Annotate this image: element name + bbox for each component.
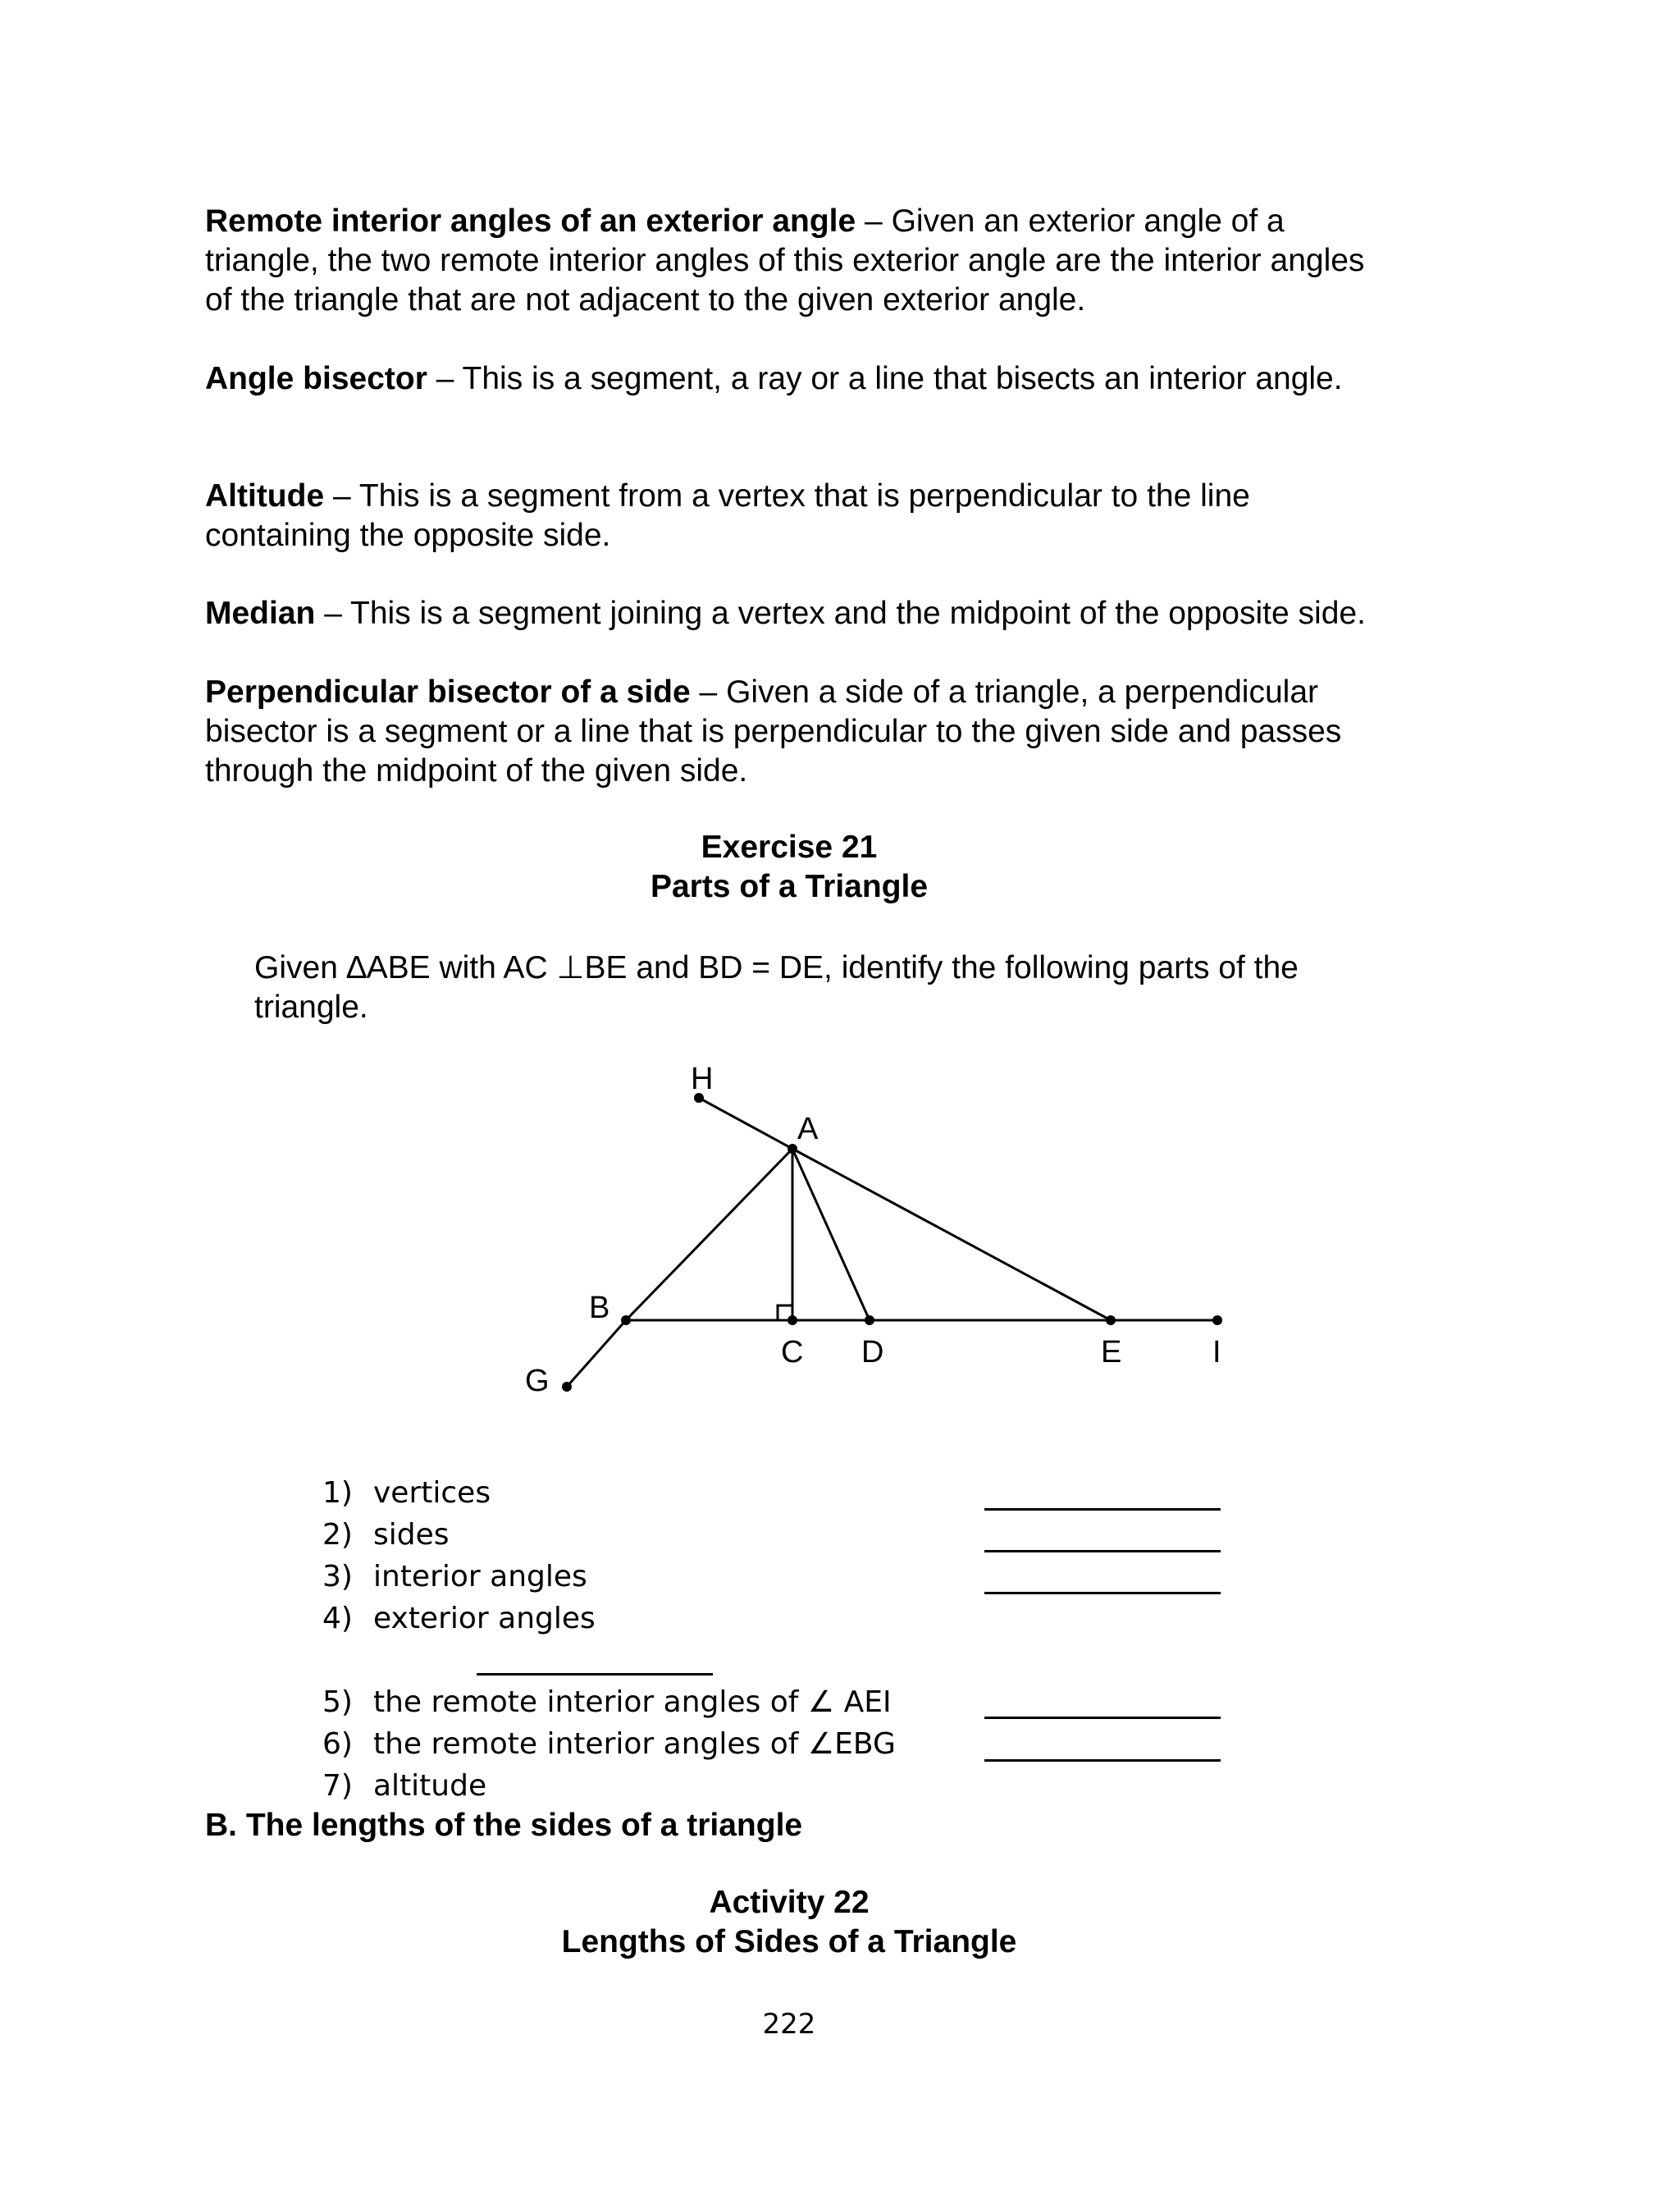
question-number: 4)	[322, 1602, 353, 1635]
answer-blank-3[interactable]	[984, 1592, 1221, 1594]
answer-blank-1[interactable]	[984, 1508, 1221, 1511]
exercise-title: Exercise 21	[701, 830, 878, 865]
definition-separator: –	[690, 674, 727, 710]
point-E	[1106, 1315, 1116, 1325]
label-H: H	[691, 1062, 714, 1096]
label-B: B	[589, 1291, 610, 1325]
question-text: the remote interior angles of ∠ AEI	[373, 1685, 892, 1719]
point-B	[621, 1315, 631, 1325]
answer-blank-6[interactable]	[984, 1759, 1221, 1762]
question-7	[322, 1765, 486, 1807]
segment-AB	[626, 1149, 792, 1320]
label-I: I	[1212, 1335, 1221, 1369]
question-5	[322, 1681, 892, 1723]
question-text: interior angles	[373, 1560, 587, 1593]
question-text: vertices	[373, 1476, 491, 1510]
question-4	[322, 1598, 596, 1639]
question-number: 2)	[322, 1518, 353, 1552]
definition-term: Remote interior angles of an exterior angle	[205, 203, 856, 239]
label-A: A	[797, 1112, 819, 1146]
label-D: D	[861, 1335, 884, 1369]
answer-blank-2[interactable]	[984, 1550, 1221, 1552]
definition-term: Median	[205, 596, 316, 631]
activity-title: Activity 22	[709, 1885, 870, 1920]
definition-text: This is a segment from a vertex that is perpendicular to the line containing the opposite side.	[205, 478, 1250, 553]
segment-AE	[792, 1149, 1111, 1320]
point-D	[865, 1315, 874, 1325]
definition-text: This is a segment, a ray or a line that bisects an interior angle.	[462, 361, 1343, 396]
exercise-given: Given ∆ABE with AC ⊥BE and BD = DE, identify the following parts of the triangle.	[254, 950, 1299, 1025]
question-number: 7)	[322, 1769, 353, 1803]
answer-blank-5[interactable]	[984, 1717, 1221, 1719]
question-text: sides	[373, 1518, 450, 1552]
definition-term: Altitude	[205, 478, 325, 514]
definition-term: Perpendicular bisector of a side	[205, 674, 691, 710]
question-text: altitude	[373, 1769, 487, 1803]
question-1	[322, 1472, 491, 1514]
definition-separator: –	[324, 478, 359, 514]
question-number: 1)	[322, 1476, 353, 1510]
definition-text: Given an exterior angle of a triangle, the two remote interior angles of this exterior angle are the interior angles of the triangle that are not adjacent to the given exterior angle.	[205, 203, 1365, 318]
answer-blank-4[interactable]	[477, 1673, 713, 1676]
point-G	[562, 1382, 572, 1392]
label-C: C	[781, 1335, 804, 1369]
definition-term: Angle bisector	[205, 361, 427, 396]
point-A	[788, 1144, 797, 1154]
activity-subtitle: Lengths of Sides of a Triangle	[561, 1924, 1017, 1959]
question-3	[322, 1556, 587, 1598]
point-C	[788, 1315, 797, 1325]
question-text: the remote interior angles of ∠EBG	[373, 1727, 896, 1761]
question-6	[322, 1723, 896, 1765]
page-number: 222	[762, 2008, 816, 2041]
definition-separator: –	[315, 596, 351, 631]
question-number: 5)	[322, 1685, 353, 1719]
label-G: G	[525, 1364, 550, 1398]
segment-BG	[567, 1320, 626, 1387]
definition-separator: –	[856, 203, 892, 239]
section-heading: B. The lengths of the sides of a triangle	[205, 1808, 803, 1843]
question-number: 3)	[322, 1560, 353, 1593]
segment-AD	[792, 1149, 870, 1320]
segment-HA	[699, 1098, 792, 1149]
definition-separator: –	[427, 361, 463, 396]
question-text: exterior angles	[373, 1602, 596, 1635]
point-I	[1212, 1315, 1222, 1325]
question-number: 6)	[322, 1727, 353, 1761]
label-E: E	[1101, 1335, 1122, 1369]
definition-text: Given a side of a triangle, a perpendicular bisector is a segment or a line that is perpendicular to the given side and passes through the midpoint of the given side.	[205, 674, 1342, 789]
exercise-subtitle: Parts of a Triangle	[650, 869, 929, 904]
question-2	[322, 1514, 450, 1556]
definition-text: This is a segment joining a vertex and the midpoint of the opposite side.	[350, 596, 1366, 631]
